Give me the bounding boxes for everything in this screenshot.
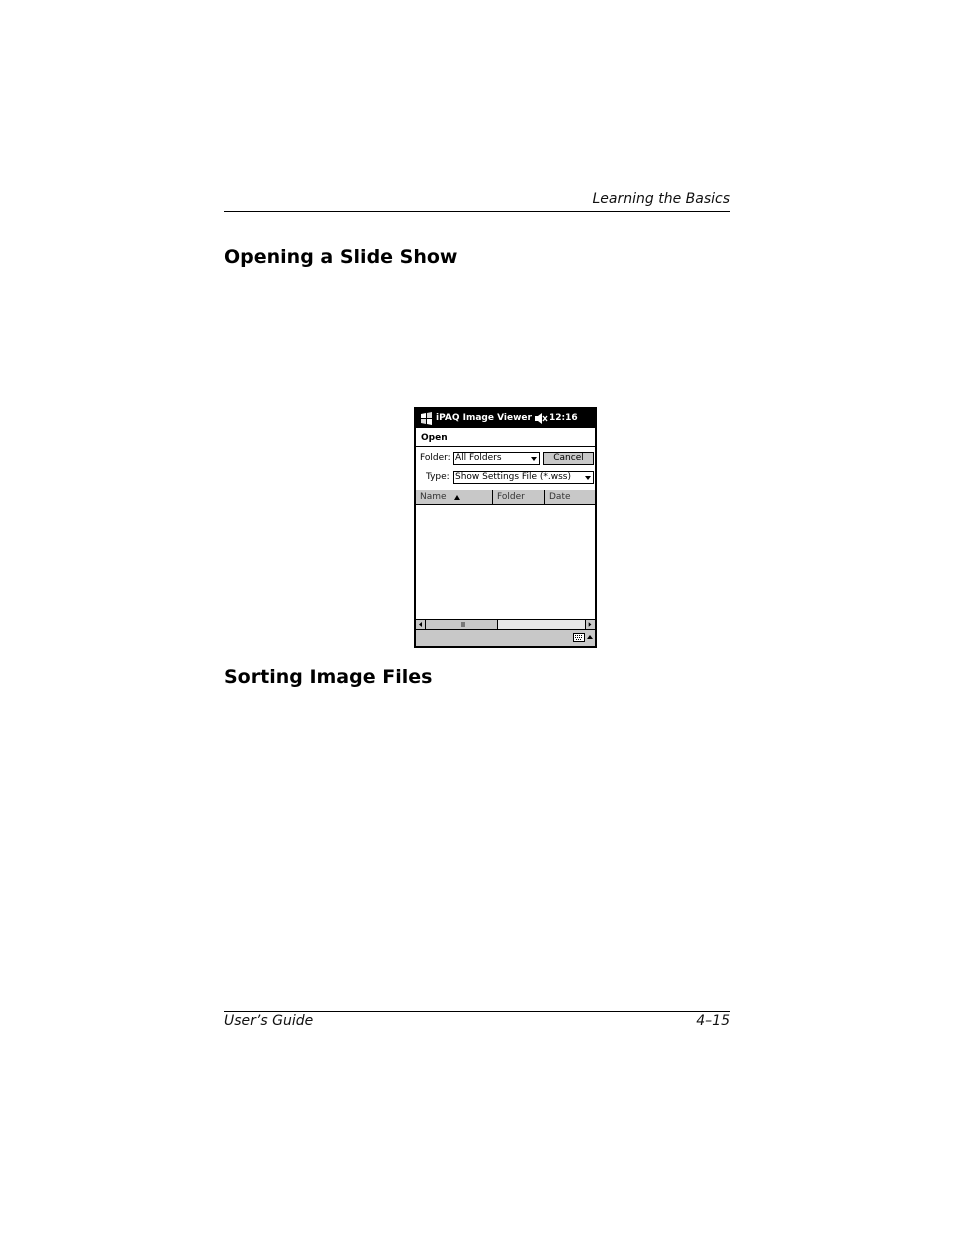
column-date-label: Date [549,492,571,502]
chevron-down-icon [531,457,537,461]
sort-ascending-icon [454,495,460,500]
pda-screenshot [414,407,597,648]
section-heading-sorting-image-files: Sorting Image Files [224,666,433,688]
windows-start-icon[interactable] [418,410,435,427]
menu-bar [416,629,595,646]
keyboard-icon[interactable] [573,633,585,642]
scroll-thumb[interactable] [426,620,498,629]
folder-dropdown[interactable] [453,452,540,465]
folder-value: All Folders [455,453,502,463]
dialog-title: Open [421,433,448,443]
input-panel-arrow-icon[interactable] [587,635,593,639]
speaker-muted-icon[interactable] [534,412,548,425]
divider [416,446,595,447]
chevron-down-icon [585,476,591,480]
running-header: Learning the Basics [592,191,730,207]
title-bar [416,409,595,428]
type-dropdown[interactable] [453,471,594,484]
column-header-date[interactable] [545,490,595,505]
section-heading-opening-slide-show: Opening a Slide Show [224,246,458,268]
horizontal-scrollbar[interactable] [416,619,595,629]
type-label: Type: [426,472,450,482]
clock[interactable]: 12:16 [549,413,578,423]
folder-label: Folder: [420,453,451,463]
header-rule [224,211,730,212]
cancel-button[interactable]: Cancel [543,452,594,465]
column-header-folder[interactable] [493,490,545,505]
file-list[interactable] [416,505,595,619]
column-name-label: Name [420,492,447,502]
footer-left: User’s Guide [224,1013,314,1029]
app-title: iPAQ Image Viewer [436,413,532,423]
footer-rule [224,1011,730,1012]
column-folder-label: Folder [497,492,525,502]
scroll-left-icon[interactable] [416,620,426,629]
page-number: 4–15 [696,1013,730,1029]
type-value: Show Settings File (*.wss) [455,472,571,482]
column-header-name[interactable] [416,490,493,505]
scroll-right-icon[interactable] [585,620,595,629]
